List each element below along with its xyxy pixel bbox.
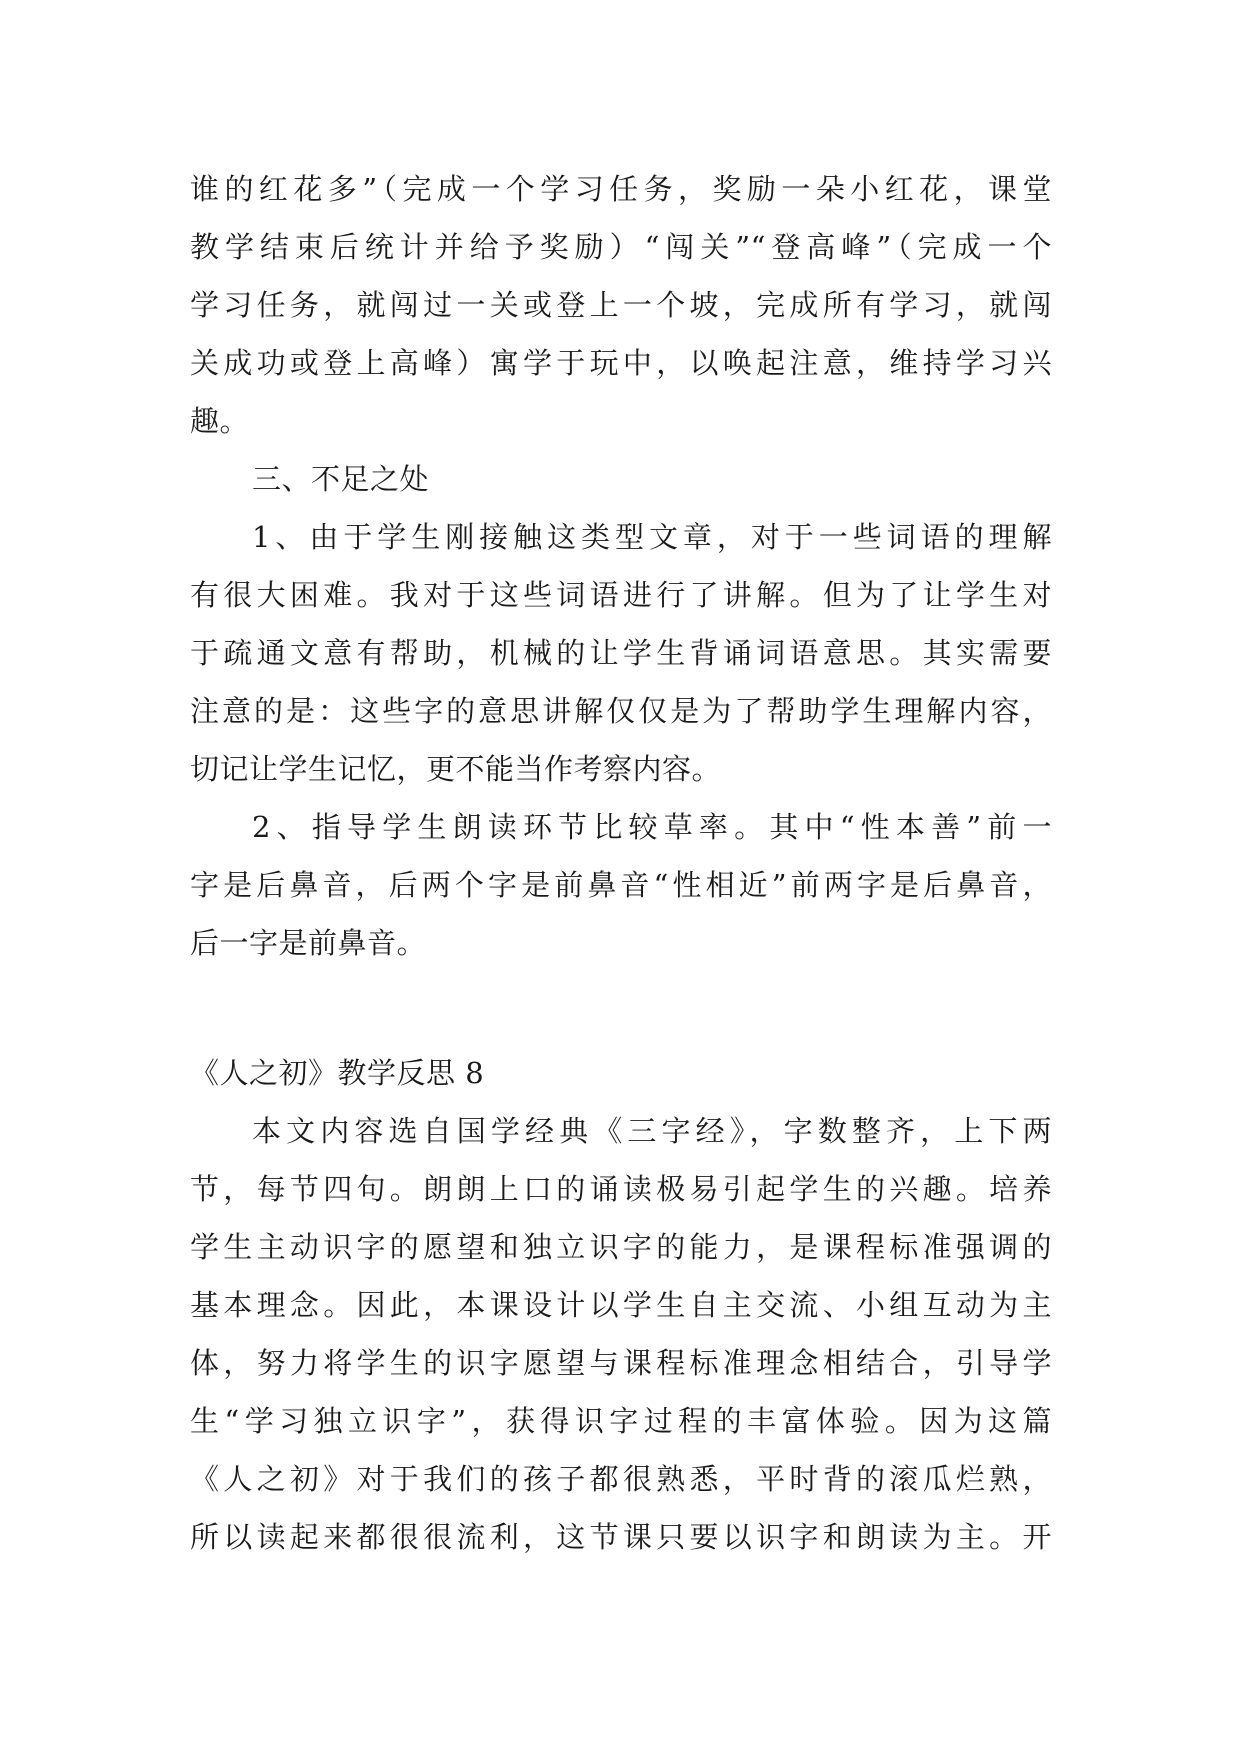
- text-line: 基本理念。因此，本课设计以学生自主交流、小组互动为主: [190, 1288, 1052, 1322]
- document-page: [190, 160, 1052, 1566]
- text-line: 本文内容选自国学经典《三字经》，字数整齐，上下两: [252, 1114, 1052, 1148]
- text-line: 学习任务，就闯过一关或登上一个坡，完成所有学习，就闯: [190, 288, 1052, 322]
- section-heading-shortcomings: 三、不足之处: [252, 462, 430, 496]
- section-spacer: [190, 972, 1052, 1044]
- text-line: 于疏通文意有帮助，机械的让学生背诵词语意思。其实需要: [190, 636, 1052, 670]
- text-line: 注意的是：这些字的意思讲解仅仅是为了帮助学生理解内容，: [190, 694, 1052, 728]
- text-line: 节，每节四句。朗朗上口的诵读极易引起学生的兴趣。培养: [190, 1172, 1052, 1206]
- section-title-reflection-8: 《人之初》教学反思 8: [190, 1056, 485, 1090]
- text-line: 体，努力将学生的识字愿望与课程标准理念相结合，引导学: [190, 1346, 1052, 1380]
- text-line: 所以读起来都很很流利，这节课只要以识字和朗读为主。开: [190, 1520, 1052, 1554]
- text-line: 切记让学生记忆，更不能当作考察内容。: [190, 752, 722, 786]
- text-line: 有很大困难。我对于这些词语进行了讲解。但为了让学生对: [190, 578, 1052, 612]
- text-line: 学生主动识字的愿望和独立识字的能力，是课程标准强调的: [190, 1230, 1052, 1264]
- paragraph-reflection-8: [190, 1102, 1052, 1566]
- text-line: 后一字是前鼻音。: [190, 926, 427, 960]
- text-line: 趣。: [190, 404, 250, 438]
- text-line: 1、由于学生刚接触这类型文章，对于一些词语的理解: [252, 520, 1052, 554]
- text-line: 《人之初》对于我们的孩子都很熟悉，平时背的滚瓜烂熟，: [190, 1462, 1052, 1496]
- text-line: 2、指导学生朗读环节比较草率。其中“性本善”前一: [252, 810, 1052, 844]
- paragraph-shortcoming-2: [190, 798, 1052, 972]
- text-line: 关成功或登上高峰）寓学于玩中，以唤起注意，维持学习兴: [190, 346, 1052, 380]
- text-line: 教学结束后统计并给予奖励）“闯关”“登高峰”（完成一个: [190, 230, 1052, 264]
- paragraph-reward-games: [190, 160, 1052, 450]
- paragraph-shortcoming-1: [190, 508, 1052, 798]
- text-line: 谁的红花多”（完成一个学习任务，奖励一朵小红花，课堂: [190, 172, 1052, 206]
- text-line: 字是后鼻音，后两个字是前鼻音“性相近”前两字是后鼻音，: [190, 868, 1052, 902]
- text-line: 生“学习独立识字”，获得识字过程的丰富体验。因为这篇: [190, 1404, 1052, 1438]
